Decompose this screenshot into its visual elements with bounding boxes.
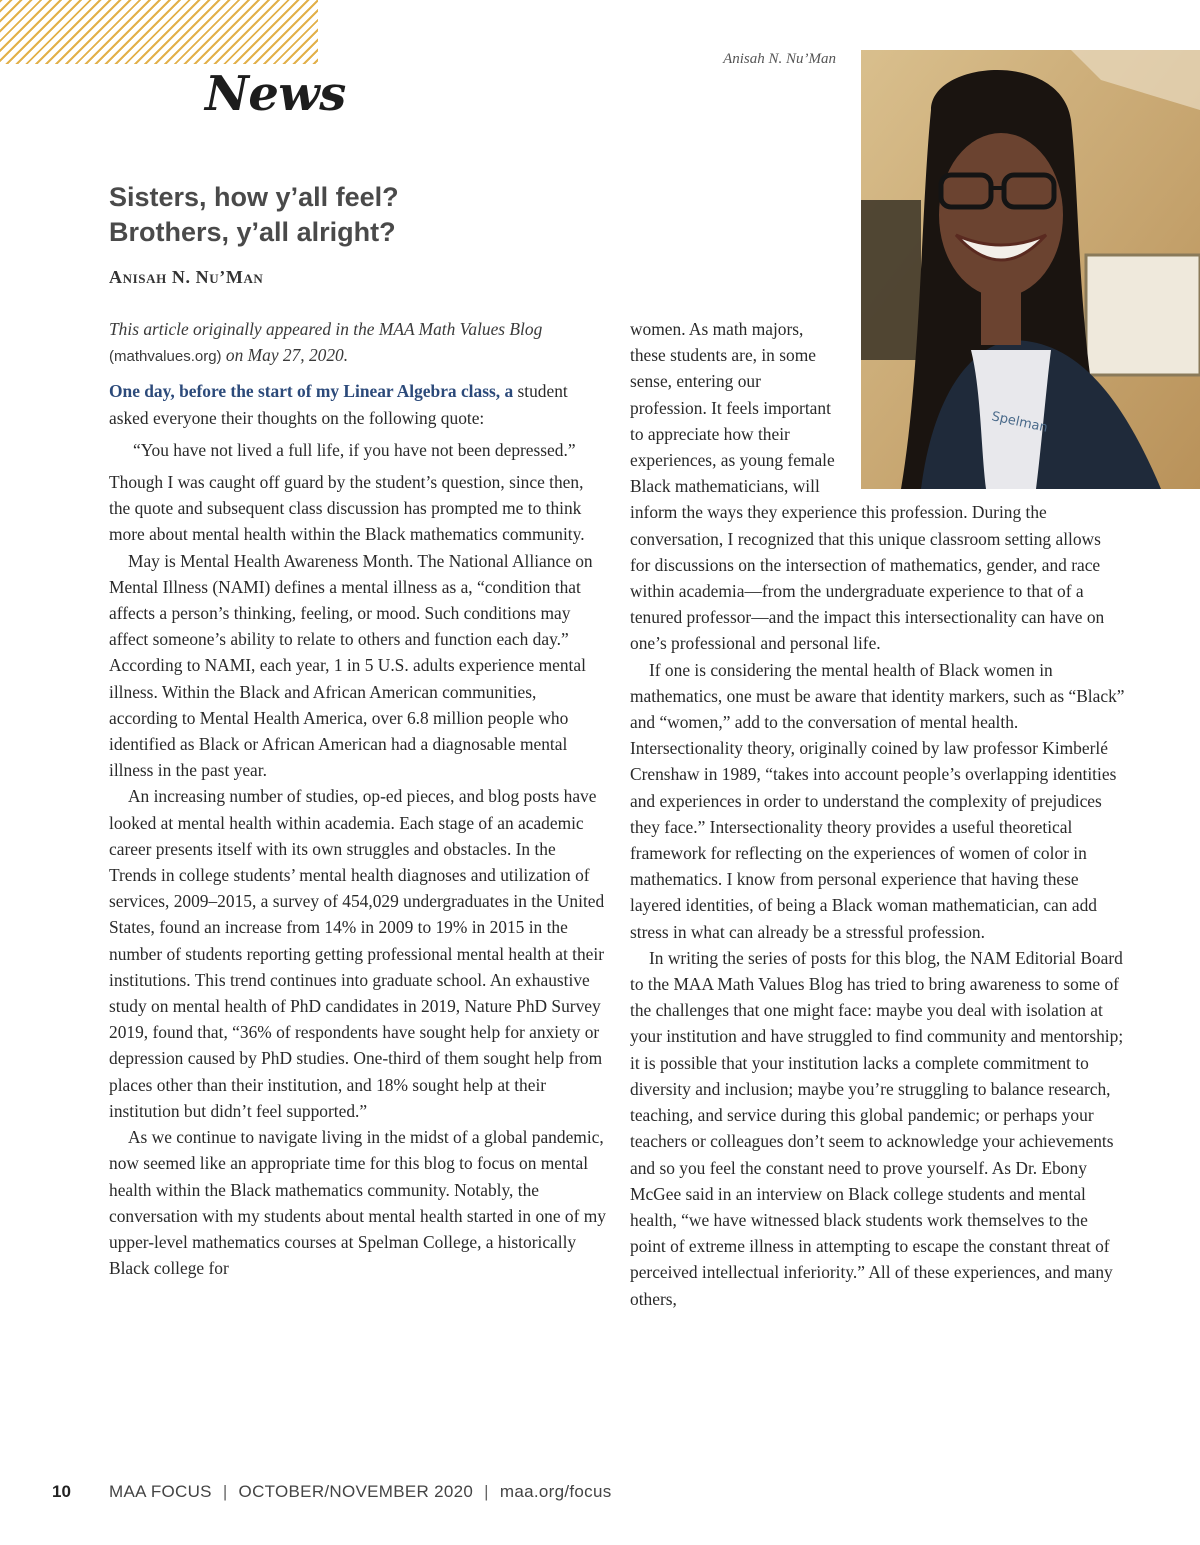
paragraph: An increasing number of studies, op-ed pieces, and blog posts have looked at mental health within academia. Each stage of an academic career presents itself with its own struggles and obstacles. In the Trends in college students’ mental health diagnoses and utilization of services, 2009–2015, a survey of 454,029 undergraduates in the United States, found an increase from 14% in 2009 to 19% in 2015 in the number of students reporting getting professional mental health at their institutions. This trend continues into graduate school. An exhaustive study on mental health of PhD candidates in 2019, Nature PhD Survey 2019, found that, “36% of respondents have sought help for anxiety or depression caused by PhD studies. One-third of them sought help from places other than their institution, and 18% sought help at their institution but didn’t feel supported.” [109, 786, 605, 1121]
paragraph: Though I was caught off guard by the student’s question, since then, the quote and subsequent class discussion has prompted me to think more about mental health within the Black mathematics community. [109, 472, 585, 545]
article-headline [109, 180, 629, 250]
headline-line-1: Sisters, how y’all feel? [109, 182, 399, 212]
decorative-stripes [0, 0, 318, 64]
origin-note [109, 316, 606, 370]
footer-line [109, 1482, 612, 1502]
publication-url[interactable]: maa.org/focus [499, 1482, 612, 1501]
section-title: News [205, 66, 346, 122]
origin-date: on May 27, 2020. [221, 345, 349, 366]
origin-text: This article originally appeared in the MAA Math Values Blog [109, 319, 543, 339]
footer-separator: | [222, 1482, 228, 1501]
paragraph: If one is considering the mental health of Black women in mathematics, one must be aware that identity markers, such as “Black” and “women,” add to the conversation of mental health. Intersectionality theory, originally coined by law professor Kimberlé Crenshaw in 1989, “takes into account people’s overlapping identities and experiences in order to understand the complexity of prejudices they face.” Intersectionality theory provides a useful theoretical framework for reflecting on the experiences of women of color in mathematics. I know from personal experience that having these layered identities, of being a Black woman mathematician, can add stress in what can already be a stressful profession. [630, 659, 1125, 942]
shirt-text: Spelman [990, 409, 1050, 436]
paragraph: inform the ways they experience this profession. During the conversation, I recognized that this unique classroom setting allows for discussions on the intersection of mathematics, gender, and race within academia—from the undergraduate experience to that of a tenured professor—and the impact this intersectionality can have on one’s professional and personal life. [630, 502, 1105, 654]
lead-paragraph [109, 378, 606, 430]
publication-name: MAA FOCUS [109, 1482, 212, 1501]
paragraph: In writing the series of posts for this blog, the NAM Editorial Board to the MAA Math Values Blog has tried to bring awareness to some of the challenges that one might face: maybe you deal with isolation at your institution and have struggled to find community and mentorship; it is possible that your institution lacks a complete commitment to diversity and inclusion; maybe you’re struggling to balance research, teaching, and service during this global pandemic; or perhaps your teachers or colleagues don’t seem to acknowledge your achievements and so you feel the constant need to prove yourself. As Dr. Ebony McGee said in an interview on Black college students and mental health, “we have witnessed black students work themselves to the point of extreme illness in attempting to escape the constant threat of perceived intellectual inferiority.” All of these experiences, and many others, [630, 947, 1124, 1309]
headline-line-2: Brothers, y’all alright? [109, 217, 396, 247]
pull-quote: “You have not lived a full life, if you have not been depressed.” [133, 439, 576, 460]
paragraph: May is Mental Health Awareness Month. The National Alliance on Mental Illness (NAMI) defines a mental illness as a, “condition that affects a person’s thinking, feeling, or mood. Such conditions may affect someone’s ability to relate to others and function each day.” According to NAMI, each year, 1 in 5 U.S. adults experience mental illness. Within the Black and African American communities, according to Mental Health America, over 6.8 million people who identified as Black or African American had a diagnosable mental illness in the past year. [109, 550, 593, 781]
paragraph-narrow: women. As math majors, these students are, in some sense, entering our profession. It feels important to appreciate how their experiences, as young female Black mathematicians, will [630, 319, 835, 497]
origin-url: (mathvalues.org) [109, 348, 222, 366]
page-number: 10 [52, 1482, 71, 1501]
page-footer [0, 1478, 1200, 1508]
paragraph: As we continue to navigate living in the midst of a global pandemic, now seemed like an appropriate time for this blog to focus on mental health within the Black mathematics community. Notably, the conversation with my students about mental health started in one of my upper-level mathematics courses at Spelman College, a historically Black college for [109, 1127, 606, 1279]
article-column-left [109, 316, 606, 1281]
issue-date: OCTOBER/NOVEMBER 2020 [238, 1482, 474, 1501]
lead-rest: student asked everyone their thoughts on the following quote: [109, 381, 568, 428]
lead-in: One day, before the start of my Linear Algebra class, a [109, 381, 514, 402]
article-column-right [630, 316, 1125, 1312]
photo-caption: Anisah N. Nu’Man [723, 51, 836, 67]
footer-separator: | [484, 1482, 489, 1501]
author-byline: Anisah N. Nu’Man [109, 267, 264, 287]
